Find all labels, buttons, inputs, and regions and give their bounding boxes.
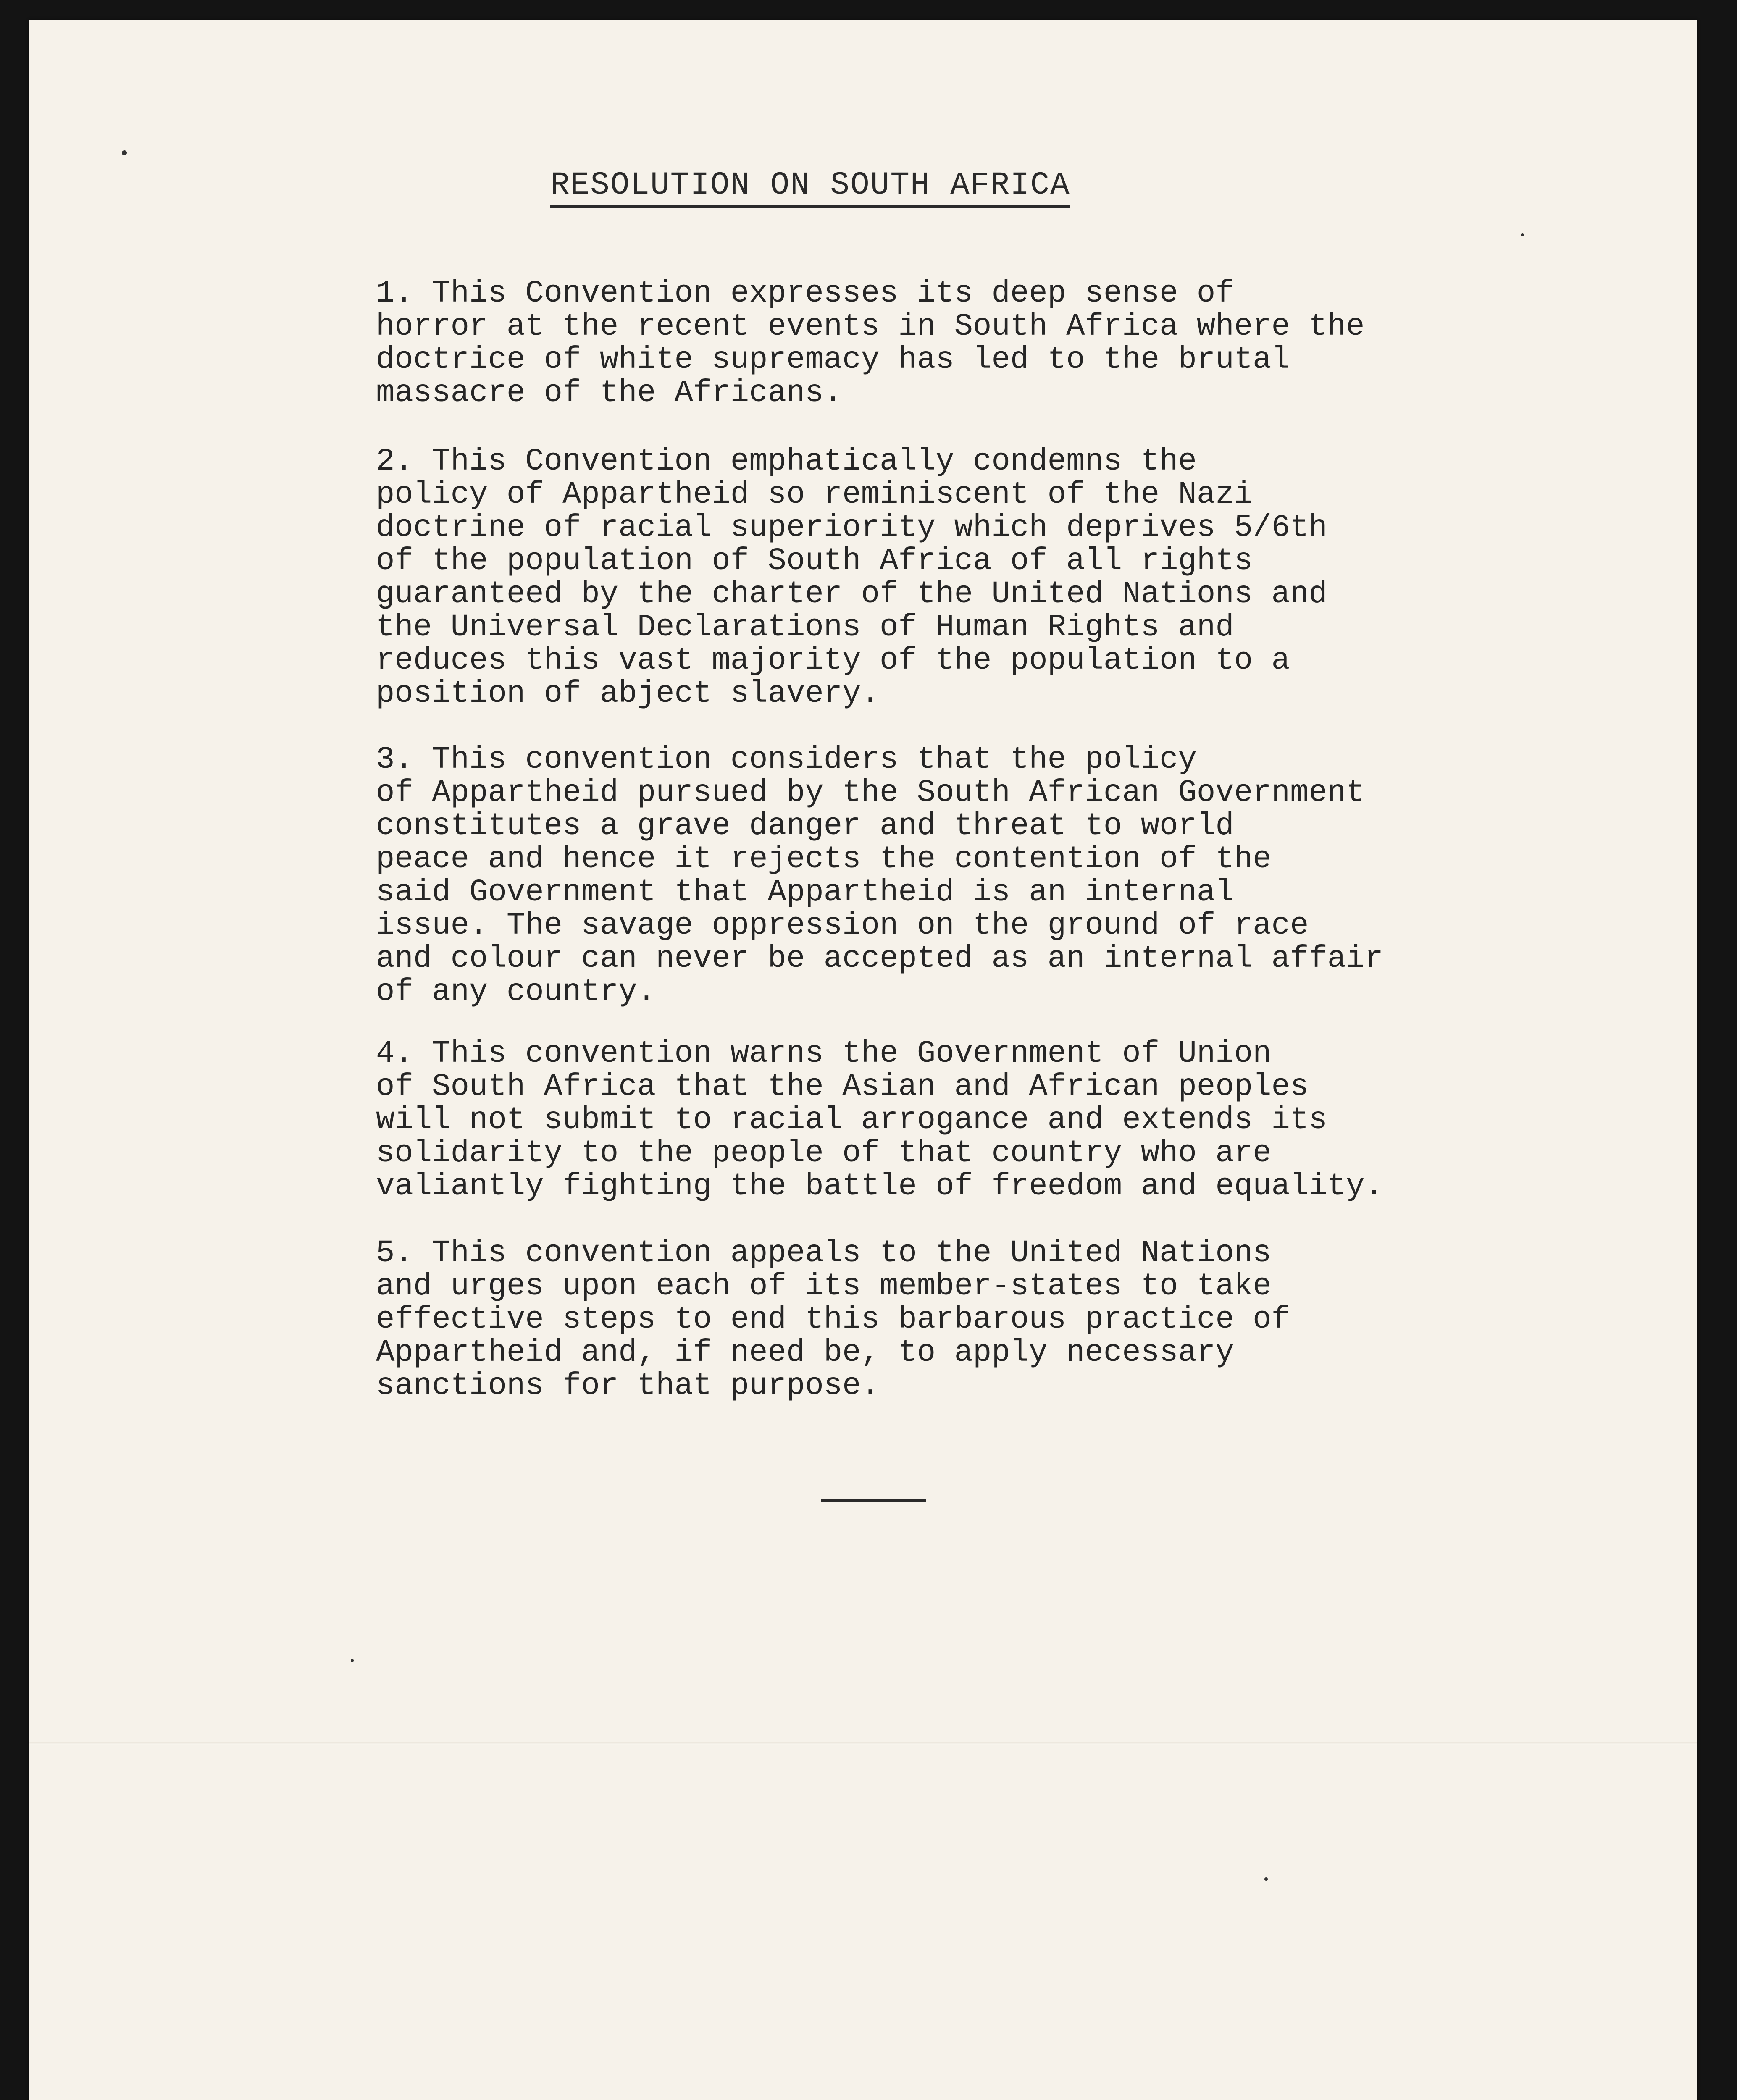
paragraph-line: of the population of South Africa of all rights [376,543,1253,579]
paragraph-1 [376,277,1510,410]
paragraph-line: 4. This convention warns the Government of Union [376,1036,1272,1071]
paragraph-line: doctrice of white supremacy has led to the brutal [376,342,1290,378]
paragraph-line: of South Africa that the Asian and African peoples [376,1069,1309,1105]
paragraph-line: horror at the recent events in South Africa where the [376,309,1365,344]
paragraph-line: the Universal Declarations of Human Rights and [376,610,1234,645]
paragraph-line: of any country. [376,974,656,1010]
paragraph-line: issue. The savage oppression on the ground of race [376,908,1309,943]
paragraph-3 [376,743,1510,1009]
paragraph-line: will not submit to racial arrogance and extends its [376,1102,1327,1138]
paragraph-line: Appartheid and, if need be, to apply necessary [376,1335,1234,1370]
paragraph-line: 1. This Convention expresses its deep sense of [376,276,1234,311]
paragraph-5 [376,1237,1510,1403]
paragraph-line: guaranteed by the charter of the United Nations and [376,577,1327,612]
paragraph-line: policy of Appartheid so reminiscent of the Nazi [376,477,1253,512]
paragraph-line: constitutes a grave danger and threat to world [376,808,1234,844]
paragraph-4 [376,1037,1510,1203]
paragraph-line: solidarity to the people of that country who are [376,1136,1272,1171]
paragraph-line: 5. This convention appeals to the United Nations [376,1236,1272,1271]
paragraph-line: effective steps to end this barbarous practice of [376,1302,1290,1337]
paragraph-line: said Government that Appartheid is an internal [376,875,1234,910]
ink-speck [122,150,127,155]
paragraph-line: of Appartheid pursued by the South African Government [376,775,1365,811]
paragraph-line: massacre of the Africans. [376,375,843,411]
paragraph-line: 2. This Convention emphatically condemns the [376,444,1197,479]
ink-speck [1264,1877,1268,1881]
paragraph-line: and colour can never be accepted as an internal affair [376,941,1383,976]
ink-speck [351,1659,354,1662]
paragraph-line: sanctions for that purpose. [376,1368,880,1404]
paper-fold-line [29,1742,1697,1745]
document-title: RESOLUTION ON SOUTH AFRICA [550,168,1070,208]
paragraph-2 [376,445,1510,711]
paragraph-line: doctrine of racial superiority which deprives 5/6th [376,510,1327,546]
paragraph-line: peace and hence it rejects the contention of the [376,842,1272,877]
paragraph-line: 3. This convention considers that the policy [376,742,1197,777]
paragraph-line: position of abject slavery. [376,676,880,711]
paragraph-line: valiantly fighting the battle of freedom and equality. [376,1169,1383,1204]
ink-speck [1521,233,1524,236]
paragraph-line: reduces this vast majority of the population to a [376,643,1290,678]
closing-rule [821,1499,926,1502]
paragraph-line: and urges upon each of its member-states to take [376,1269,1272,1304]
